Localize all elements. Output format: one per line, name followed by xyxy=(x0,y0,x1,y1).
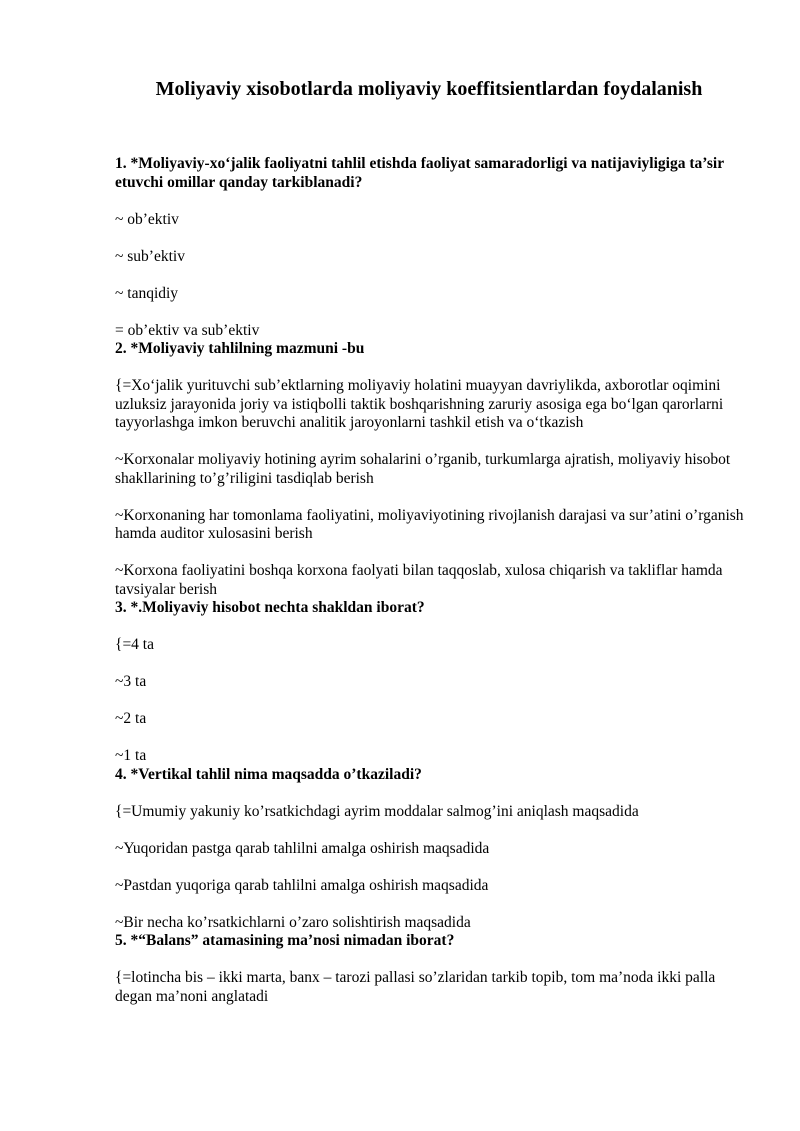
question-text: 4. *Vertikal tahlil nima maqsadda o’tkaziladi? xyxy=(115,765,422,783)
question-1 xyxy=(115,155,755,340)
answer-option: ~Bir necha ko’rsatkichlarni o’zaro solishtirish maqsadida xyxy=(115,913,471,931)
answer-option: ~ tanqidiy xyxy=(115,284,179,302)
answer-option: ~ ob’ektiv xyxy=(115,210,179,228)
answer-option: ~Yuqoridan pastga qarab tahlilni amalga oshirish maqsadida xyxy=(115,839,490,857)
question-list xyxy=(115,155,755,1006)
question-text: 1. *Moliyaviy-xo‘jalik faoliyatni tahlil etishda faoliyat samaradorligi va natijaviyligiga ta’sir etuvchi omillar qanday tarkiblanadi? xyxy=(115,155,724,191)
answer-option: = ob’ektiv va sub’ektiv xyxy=(115,321,260,339)
question-3 xyxy=(115,599,755,766)
answer-option: {=Xo‘jalik yurituvchi sub’ektlarning moliyaviy holatini muayyan davriylikda, axborotlar oqimini uzluksiz jarayonida joriy va istiqbolli taktik boshqarishning zaruriy asosiga ega bo‘lgan qarorlarni tayyorlashga imkon beruvchi analitik jaroyonlarni tashkil etish va o‘tkazish xyxy=(115,377,724,431)
answer-option: {=4 ta xyxy=(115,636,154,653)
answer-option: ~1 ta xyxy=(115,747,147,764)
question-text: 3. *.Moliyaviy hisobot nechta shakldan iborat? xyxy=(115,599,425,616)
answer-option: {=lotincha bis – ikki marta, banx – tarozi pallasi so’zlaridan tarkib topib, tom ma’noda ikki palla degan ma’noni anglatadi xyxy=(115,969,716,1005)
question-5 xyxy=(115,932,755,1006)
question-text: 2. *Moliyaviy tahlilning mazmuni -bu xyxy=(115,340,365,357)
question-4 xyxy=(115,766,755,933)
answer-option: ~2 ta xyxy=(115,710,147,727)
answer-option: ~Korxona faoliyatini boshqa korxona faolyati bilan taqqoslab, xulosa chiqarish va takliflar hamda tavsiyalar berish xyxy=(115,562,723,598)
question-2 xyxy=(115,340,755,599)
answer-option: ~Pastdan yuqoriga qarab tahlilni amalga oshirish maqsadida xyxy=(115,876,489,894)
answer-option: ~Korxonalar moliyaviy hotining ayrim sohalarini o’rganib, turkumlarga ajratish, moliyaviy hisobot shakllarining to’g’riligini tasdiqlab berish xyxy=(115,451,731,487)
answer-option: {=Umumiy yakuniy ko’rsatkichdagi ayrim moddalar salmog’ini aniqlash maqsadida xyxy=(115,802,639,820)
answer-option: ~3 ta xyxy=(115,673,147,690)
question-text: 5. *“Balans” atamasining ma’nosi nimadan iborat? xyxy=(115,932,455,949)
answer-option: ~ sub’ektiv xyxy=(115,247,185,265)
answer-option: ~Korxonaning har tomonlama faoliyatini, moliyaviyotining rivojlanish darajasi va sur’atini o’rganish hamda auditor xulosasini berish xyxy=(115,506,744,542)
document-title: Moliyaviy xisobotlarda moliyaviy koeffitsientlardan foydalanish xyxy=(155,78,703,100)
